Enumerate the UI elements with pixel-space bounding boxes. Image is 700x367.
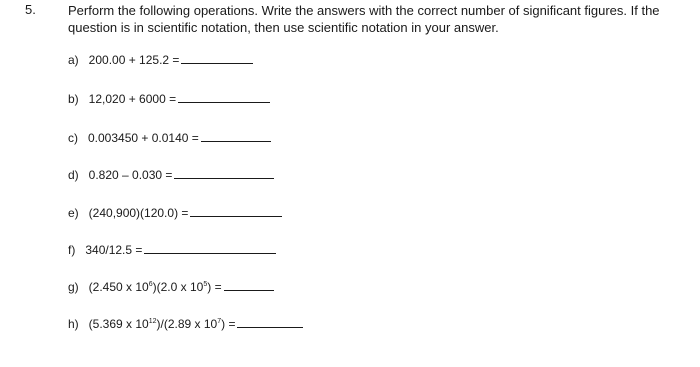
answer-blank[interactable] xyxy=(181,52,253,64)
item-expression: 0.003450 + 0.0140 = xyxy=(88,131,199,145)
item-expression: 0.820 – 0.030 = xyxy=(88,168,173,182)
item-expression: (240,900)(120.0) = xyxy=(88,206,189,220)
answer-blank[interactable] xyxy=(237,316,303,328)
item-letter: d) xyxy=(68,168,79,182)
item-expression: 340/12.5 = xyxy=(85,243,143,257)
item-c xyxy=(68,130,271,146)
expr-part: )(2.0 x 10 xyxy=(152,280,204,294)
exponent: 7 xyxy=(217,318,222,325)
item-letter: e) xyxy=(68,206,79,220)
answer-blank[interactable] xyxy=(144,242,276,254)
item-b xyxy=(68,91,270,107)
exponent: 6 xyxy=(148,281,153,288)
expr-part: )/(2.89 x 10 xyxy=(156,317,218,331)
question-number: 5. xyxy=(25,2,36,17)
answer-blank[interactable] xyxy=(224,279,274,291)
item-expression xyxy=(89,316,236,332)
exponent: 5 xyxy=(203,281,208,288)
item-e xyxy=(68,205,282,221)
exponent: 12 xyxy=(148,318,157,325)
item-expression xyxy=(89,279,222,295)
item-letter: h) xyxy=(68,317,79,331)
item-letter: b) xyxy=(68,92,79,106)
answer-blank[interactable] xyxy=(178,91,270,103)
item-letter: c) xyxy=(68,131,78,145)
question-instructions: Perform the following operations. Write the answers with the correct number of significant figures. If the question is in scientific notation, then use scientific notation in your answer. xyxy=(68,3,660,35)
item-g xyxy=(68,279,274,295)
item-letter: f) xyxy=(68,243,76,257)
item-letter: a) xyxy=(68,53,79,67)
item-letter: g) xyxy=(68,280,79,294)
item-f xyxy=(68,242,276,258)
expr-part: ) = xyxy=(207,280,222,294)
item-expression: 200.00 + 125.2 = xyxy=(88,53,180,67)
item-h xyxy=(68,316,303,332)
expr-part: (5.369 x 10 xyxy=(88,317,149,331)
item-expression: 12,020 + 6000 = xyxy=(88,92,177,106)
answer-blank[interactable] xyxy=(174,167,274,179)
item-d xyxy=(68,167,274,183)
expr-part: (2.450 x 10 xyxy=(88,280,149,294)
expr-part: ) = xyxy=(221,317,236,331)
item-a xyxy=(68,52,253,68)
answer-blank[interactable] xyxy=(201,130,271,142)
answer-blank[interactable] xyxy=(190,205,282,217)
